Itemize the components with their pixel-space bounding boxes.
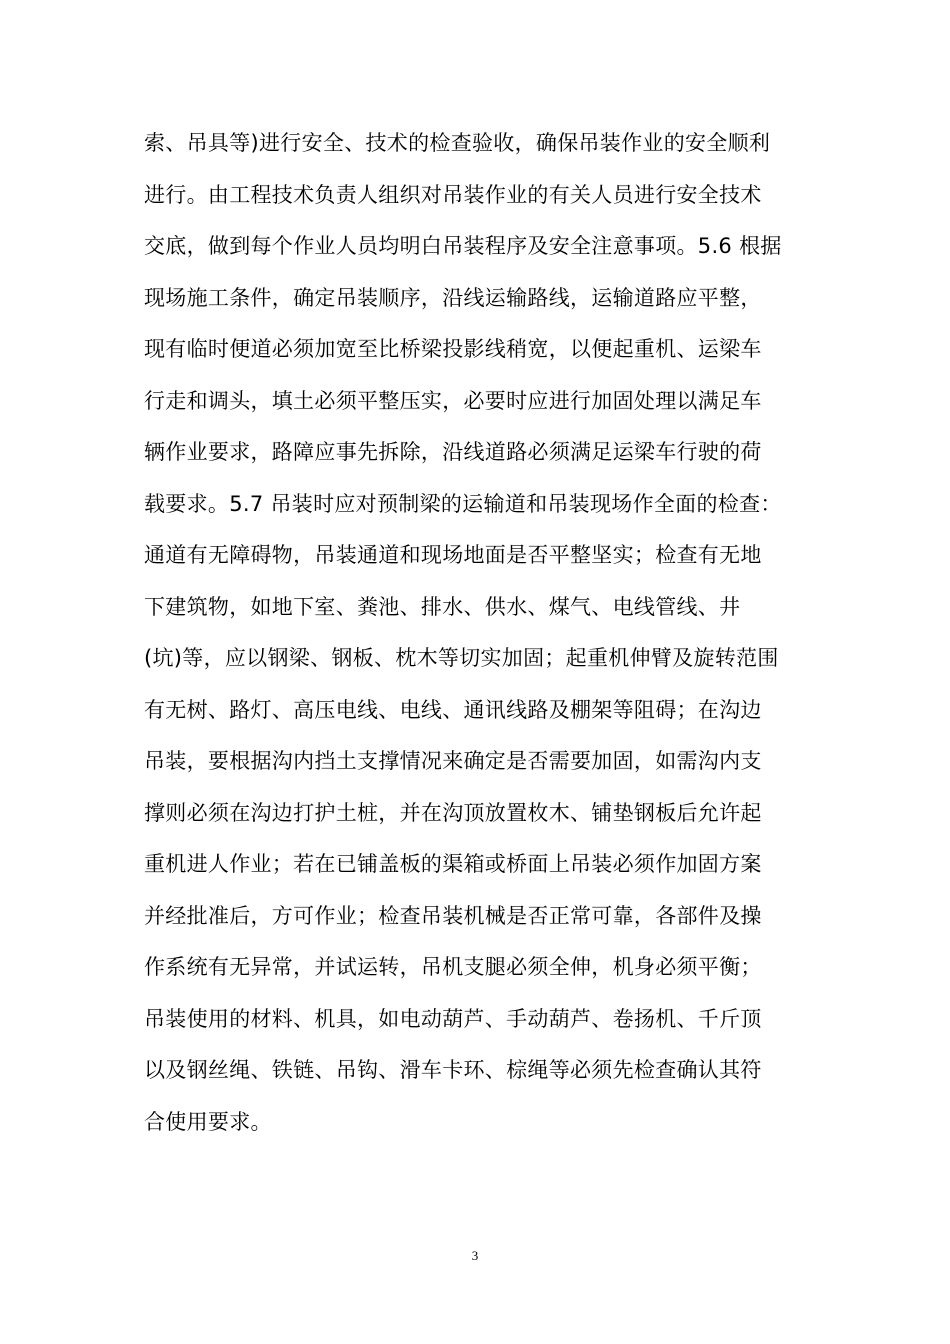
text-line: 吊装，要根据沟内挡土支撑情况来确定是否需要加固，如需沟内支	[144, 749, 762, 773]
text-line: 撑则必须在沟边打护土桩，并在沟顶放置枚木、铺垫钢板后允许起	[144, 800, 762, 825]
text-line: 通道有无障碍物，吊装通道和现场地面是否平整坚实；检查有无地	[144, 543, 762, 567]
text-line: (坑)等，应以钢梁、钢板、枕木等切实加固；起重机伸臂及旋转范围	[144, 646, 779, 670]
text-line: 作系统有无异常，并试运转，吊机支腿必须全伸，机身必须平衡；	[144, 955, 762, 979]
text-line: 并经批准后，方可作业；检查吊装机械是否正常可靠，各部件及操	[144, 903, 762, 928]
text-line: 辆作业要求，路障应事先拆除，沿线道路必须满足运梁车行驶的荷	[144, 440, 762, 464]
text-line: 载要求。5.7 吊装时应对预制梁的运输道和吊装现场作全面的检查：	[144, 491, 782, 516]
text-line: 有无树、路灯、高压电线、电线、通讯线路及棚架等阻碍；在沟边	[144, 697, 762, 722]
text-line: 吊装使用的材料、机具，如电动葫芦、手动葫芦、卷扬机、千斤顶	[144, 1006, 762, 1031]
text-line: 交底，做到每个作业人员均明白吊装程序及安全注意事项。5.6 根据	[144, 234, 782, 258]
text-line: 合使用要求。	[144, 1109, 272, 1134]
text-line: 以及钢丝绳、铁链、吊钩、滑车卡环、棕绳等必须先检查确认其符	[144, 1058, 762, 1082]
text-line: 索、吊具等)进行安全、技术的检查验收，确保吊装作业的安全顺利	[144, 131, 771, 155]
body-paragraph	[144, 118, 824, 1148]
text-line: 进行。由工程技术负责人组织对吊装作业的有关人员进行安全技术	[144, 182, 762, 207]
page-number: 3	[471, 1248, 479, 1263]
text-line: 行走和调头，填土必须平整压实，必要时应进行加固处理以满足车	[144, 388, 762, 413]
text-line: 现有临时便道必须加宽至比桥梁投影线稍宽，以便起重机、运梁车	[144, 337, 762, 361]
text-line: 现场施工条件，确定吊装顺序，沿线运输路线，运输道路应平整，	[144, 285, 762, 310]
text-line: 重机进人作业；若在已铺盖板的渠箱或桥面上吊装必须作加固方案	[144, 852, 762, 876]
text-line: 下建筑物，如地下室、粪池、排水、供水、煤气、电线管线、井	[144, 594, 741, 619]
